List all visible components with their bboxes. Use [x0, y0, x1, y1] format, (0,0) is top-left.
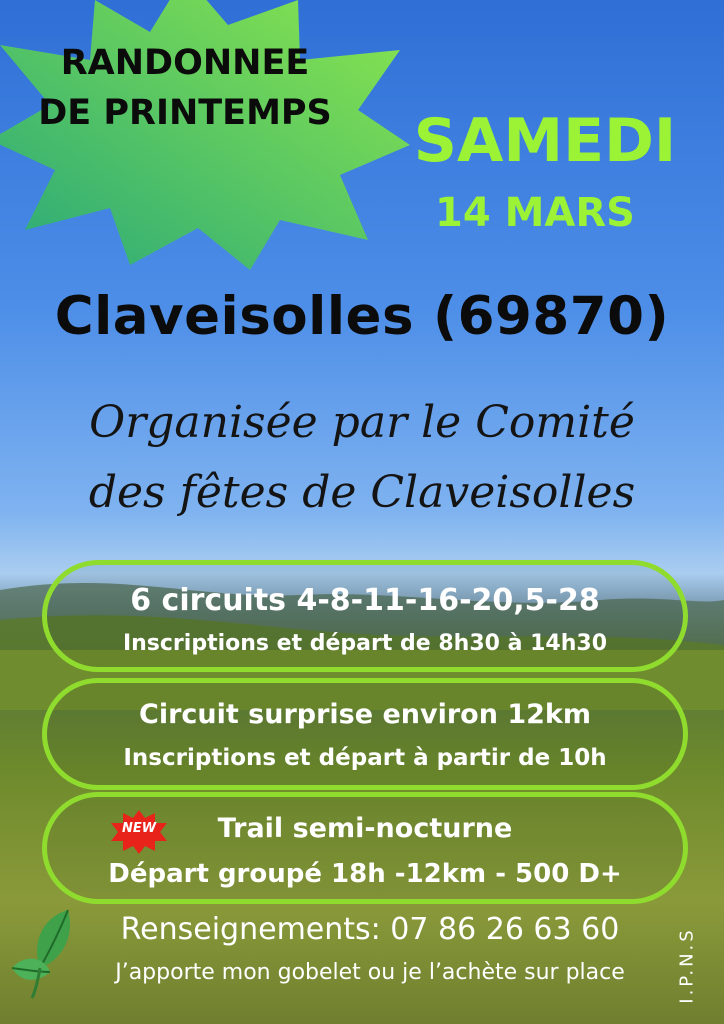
- organizer-line2: des fêtes de Claveisolles: [88, 467, 636, 518]
- circuits-title: 6 circuits 4-8-11-16-20,5-28: [130, 583, 600, 618]
- circuits-detail: Inscriptions et départ de 8h30 à 14h30: [122, 631, 608, 656]
- new-badge-label: NEW: [121, 821, 157, 836]
- event-name-line1: RANDONNEE: [60, 43, 310, 83]
- organizer-line1: Organisée par le Comité: [89, 397, 635, 448]
- surprise-detail: Inscriptions et départ à partir de 10h: [123, 745, 607, 771]
- legal-mention: [672, 927, 702, 1010]
- surprise-title: Circuit surprise environ 12km: [139, 699, 591, 730]
- trail-title: Trail semi-nocturne: [217, 813, 513, 844]
- event-name-line2: DE PRINTEMPS: [38, 93, 332, 133]
- organizer-text: [40, 388, 684, 528]
- surprise-panel: [42, 678, 688, 790]
- event-location: Claveisolles (69870): [54, 286, 670, 347]
- cup-note: J’apporte mon gobelet ou je l’achète sur place: [115, 960, 625, 985]
- contact-info: Renseignements: 07 86 26 63 60: [120, 912, 620, 947]
- leaf-icon: [10, 906, 88, 1000]
- new-starburst-icon: [108, 808, 170, 856]
- circuits-panel: [42, 560, 688, 672]
- event-name: [0, 38, 370, 138]
- legal-mention-text: I.P.N.S: [676, 927, 698, 1004]
- trail-detail: Départ groupé 18h -12km - 500 D+: [108, 859, 622, 889]
- event-day: SAMEDI: [413, 106, 677, 176]
- event-date: 14 MARS: [435, 190, 635, 236]
